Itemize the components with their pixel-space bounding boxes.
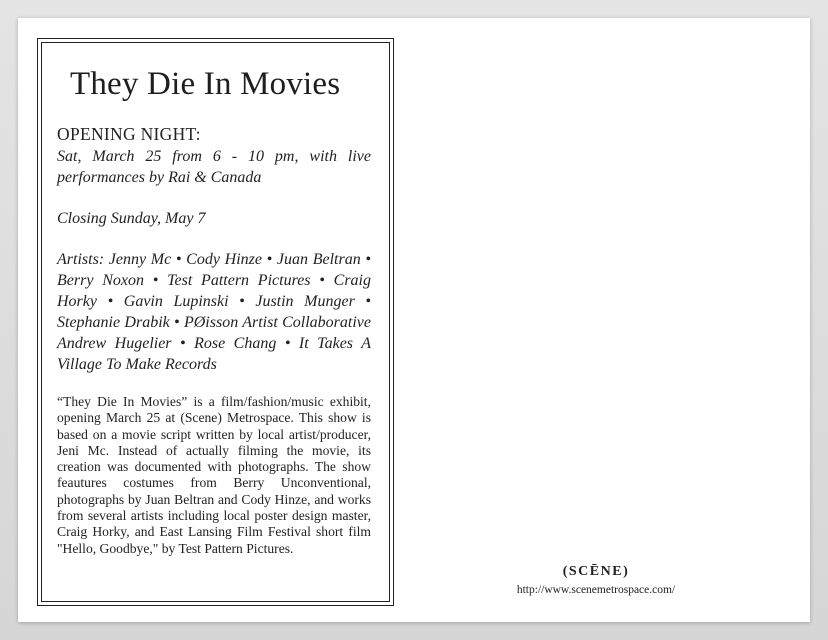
closing-date: Closing Sunday, May 7: [57, 210, 206, 227]
postcard-title: They Die In Movies: [70, 66, 341, 102]
artists-list: Artists: Jenny Mc • Cody Hinze • Juan Beltran • Berry Noxon • Test Pattern Pictures • Craig Horky • Gavin Lupinski • Justin Munger • Stephanie Drabik • PØisson Artist Collaborative Andrew Hugelier • Rose Chang • It Takes A Village To Make Records: [57, 251, 371, 373]
postcard: [18, 18, 810, 622]
scene-url: http://www.scenemetrospace.com/: [516, 584, 676, 596]
exhibit-description: “They Die In Movies” is a film/fashion/music exhibit, opening March 25 at (Scene) Metrospace. This show is based on a movie script written by local artist/producer, Jeni Mc. Instead of actually filming the movie, its creation was documented with photographs. The show feautures costumes from Berry Unconventional, photographs by Juan Beltran and Cody Hinze, and works from several artists including local poster design master, Craig Horky, and East Lansing Film Festival short film "Hello, Goodbye," by Test Pattern Pictures.: [57, 394, 371, 556]
opening-night-heading: OPENING NIGHT:: [57, 124, 201, 144]
opening-night-details: Sat, March 25 from 6 - 10 pm, with live performances by Rai & Canada: [57, 148, 371, 186]
scene-logo: (SCĒNE): [562, 564, 630, 579]
